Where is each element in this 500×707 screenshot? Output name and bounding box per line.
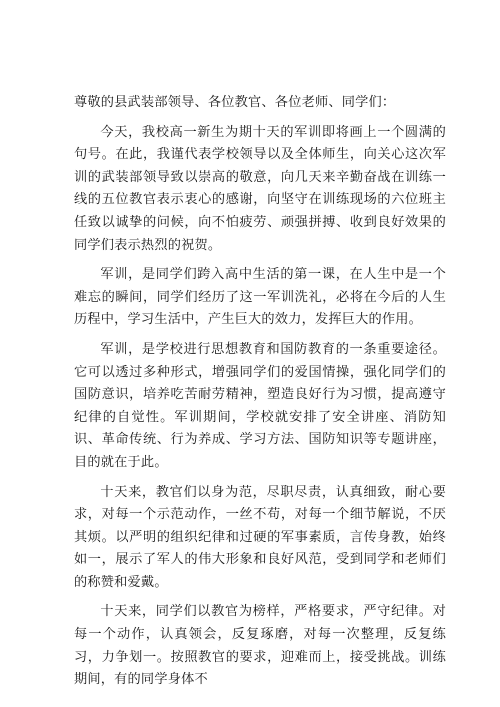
paragraph-opening: 今天，我校高一新生为期十天的军训即将画上一个圆满的句号。在此，我谨代表学校领导以及全体师生，向关心这次军训的武装部领导致以崇高的敬意，向几天来辛勤奋战在训练一线的五位教官表示衷心的感谢，向坚守在训练现场的六位班主任致以诚挚的问候，向不怕疲劳、顽强拼搏、收到良好效果的同学们表示热烈的祝贺。	[74, 124, 446, 253]
salutation: 尊敬的县武装部领导、各位教官、各位老师、同学们：	[74, 95, 396, 110]
speech-body	[74, 92, 446, 699]
paragraph-education: 军训，是学校进行思想教育和国防教育的一条重要途径。它可以透过多种形式，增强同学们的爱国情操，强化同学们的国防意识，培养吃苦耐劳精神，塑造良好行为习惯，提高遵守纪律的自觉性。军训期间，学校就安排了安全讲座、消防知识、革命传统、行为养成、学习方法、国防知识等专题讲座，目的就在于此。	[74, 341, 446, 470]
paragraph-students: 十天来，同学们以教官为榜样，严格要求，严守纪律。对每一个动作，认真领会，反复琢磨，对每一次整理，反复练习，力争划一。按照教官的要求，迎难而上，接受挑战。训练期间，有的同学身体不	[74, 604, 446, 688]
paragraph-first-lesson: 军训，是同学们跨入高中生活的第一课，在人生中是一个难忘的瞬间，同学们经历了这一军训洗礼，必将在今后的人生历程中，学习生活中，产生巨大的效力，发挥巨大的作用。	[74, 267, 446, 328]
paragraph-instructors: 十天来，教官们以身为范，尽职尽责，认真细致，耐心要求，对每一个示范动作，一丝不苟，对每一个细节解说，不厌其烦。以严明的组织纪律和过硬的军事素质，言传身教，始终如一，展示了军人的伟大形象和良好风范，受到同学和老师们的称赞和爱戴。	[74, 484, 446, 590]
